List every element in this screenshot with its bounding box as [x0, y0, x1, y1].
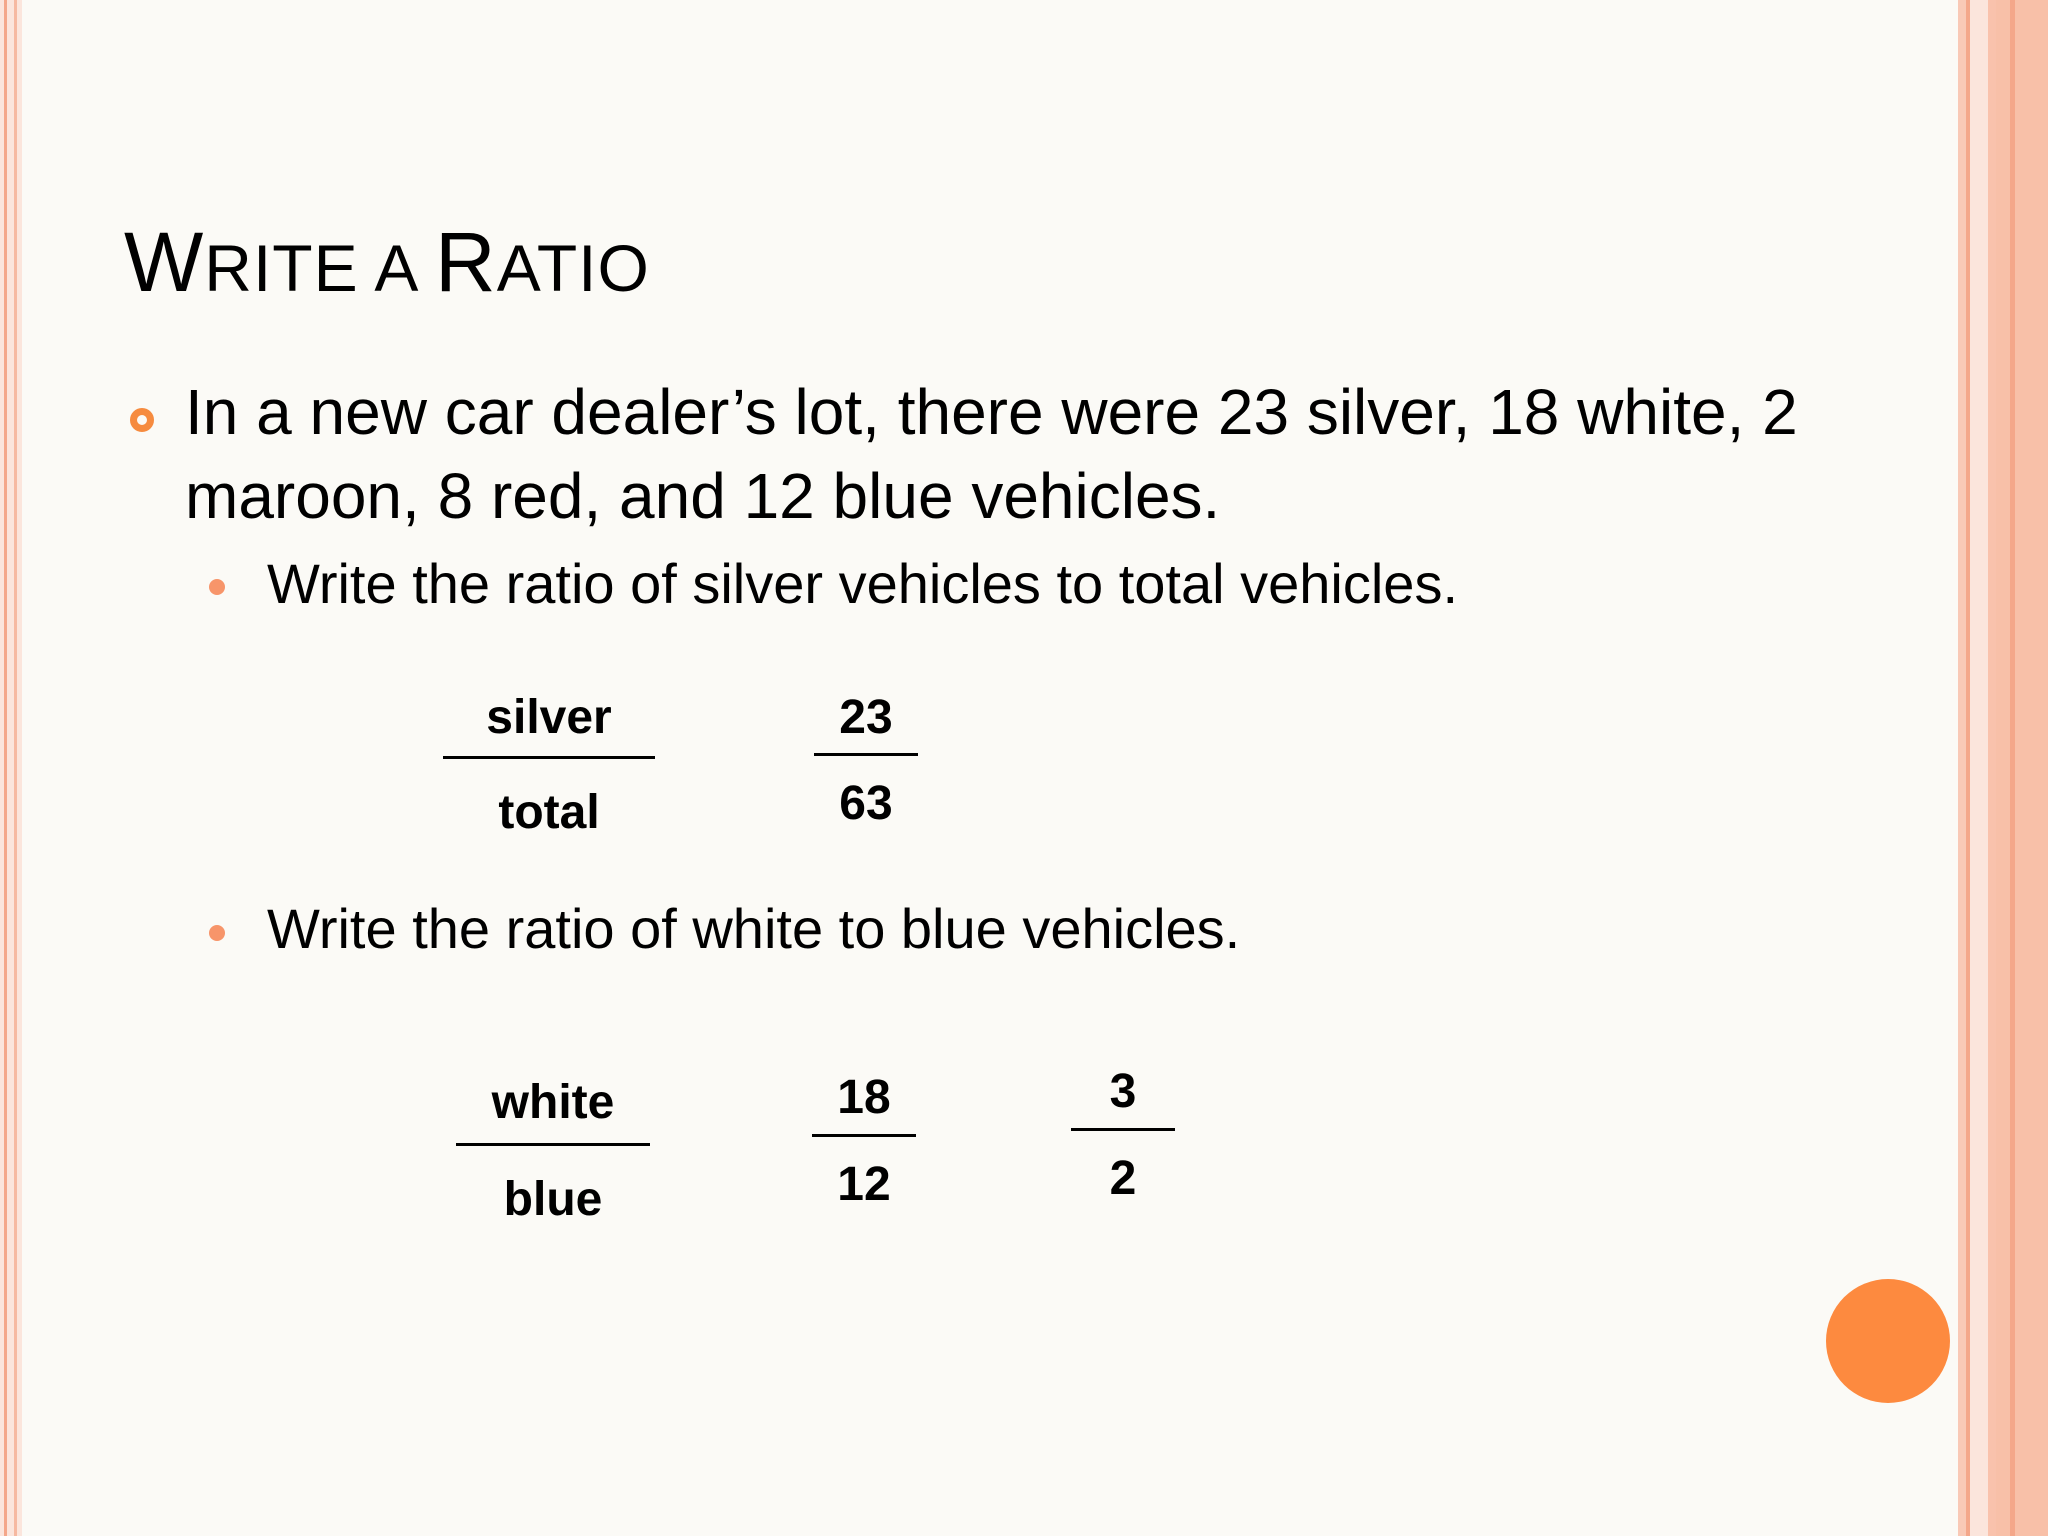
fraction-bar [814, 753, 918, 756]
fraction-bar [812, 1134, 916, 1137]
dot-bullet-icon [209, 579, 225, 595]
fraction-3-2 [1071, 1064, 1175, 1207]
fraction-white-blue [456, 1075, 650, 1228]
ring-bullet-icon [130, 408, 154, 432]
title-part: W [124, 215, 205, 309]
slide-title [124, 214, 650, 316]
fraction-bar [443, 756, 655, 759]
fraction-denominator: blue [503, 1173, 603, 1226]
fraction-23-63 [814, 690, 918, 832]
title-part: ATIO [496, 231, 650, 305]
fraction-numerator: white [491, 1076, 615, 1129]
fraction-bar [456, 1143, 650, 1146]
right-decorative-border [1958, 0, 2048, 1536]
fraction-numerator: 23 [839, 691, 893, 744]
title-part: R [435, 215, 497, 309]
fraction-numerator: silver [486, 691, 612, 744]
title-part: RITE A [204, 231, 436, 305]
subitem-silver-ratio: Write the ratio of silver vehicles to total vehicles. [267, 552, 1459, 615]
fraction-numerator: 18 [837, 1071, 891, 1124]
fraction-denominator: total [498, 786, 600, 839]
fraction-silver-total [443, 690, 655, 841]
dot-bullet-icon [209, 925, 225, 941]
fraction-denominator: 63 [839, 777, 893, 830]
fraction-bar [1071, 1128, 1175, 1131]
problem-paragraph: In a new car dealer’s lot, there were 23 silver, 18 white, 2 maroon, 8 red, and 12 blue vehicles. [185, 376, 1798, 532]
fraction-denominator: 2 [1109, 1152, 1137, 1205]
orange-circle-decoration [1826, 1279, 1950, 1403]
fraction-denominator: 12 [837, 1158, 891, 1211]
subitem-white-blue-ratio: Write the ratio of white to blue vehicles. [267, 897, 1241, 960]
fraction-18-12 [812, 1070, 916, 1213]
fraction-numerator: 3 [1109, 1065, 1137, 1118]
left-decorative-border [0, 0, 22, 1536]
